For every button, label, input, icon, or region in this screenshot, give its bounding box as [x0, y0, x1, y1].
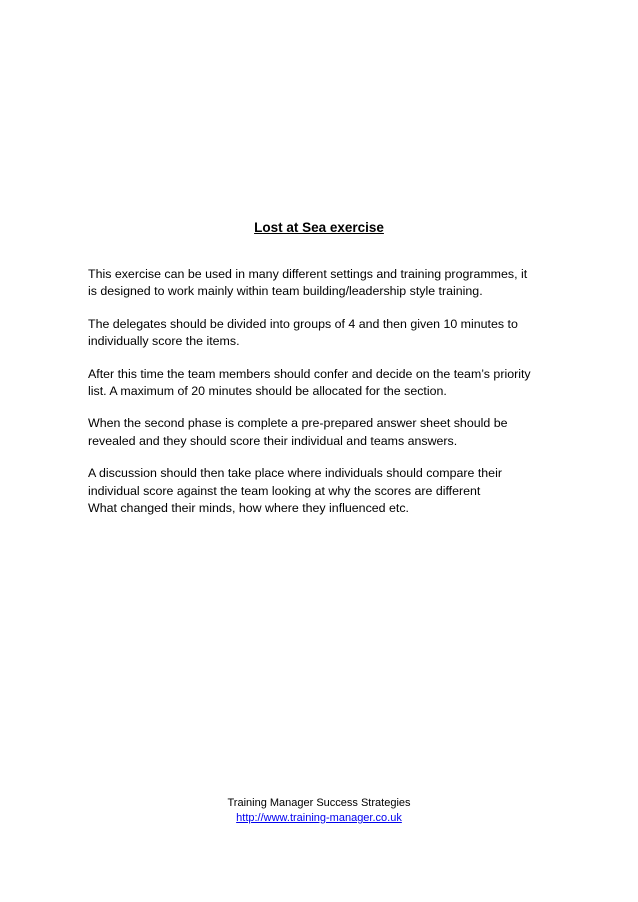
paragraph-line: A discussion should then take place where individuals should compare their: [88, 466, 502, 481]
paragraph-discussion: [88, 465, 558, 517]
page-footer: [0, 796, 638, 826]
paragraph-line: This exercise can be used in many different settings and training programmes, it: [88, 267, 528, 281]
paragraph-intro: [88, 266, 558, 301]
footer-organization: Training Manager Success Strategies: [227, 797, 411, 809]
paragraph-team-priority: [88, 366, 558, 401]
paragraph-line: The delegates should be divided into groups of 4 and then given 10 minutes to: [88, 316, 518, 331]
paragraph-line: What changed their minds, how where they influenced etc.: [88, 501, 409, 516]
footer-website-link[interactable]: http://www.training-manager.co.uk: [236, 812, 402, 824]
paragraph-line: list. A maximum of 20 minutes should be allocated for the section.: [88, 384, 447, 399]
paragraph-answer-sheet: [88, 415, 558, 450]
paragraph-line: After this time the team members should confer and decide on the team’s priority: [88, 366, 531, 381]
paragraph-line: When the second phase is complete a pre-prepared answer sheet should be: [88, 416, 508, 431]
paragraph-groups: [88, 316, 558, 351]
paragraph-line: individually score the items.: [88, 334, 240, 349]
document-title: Lost at Sea exercise: [254, 220, 384, 235]
paragraph-line: revealed and they should score their individual and teams answers.: [88, 433, 458, 448]
paragraph-line: is designed to work mainly within team building/leadership style training.: [88, 284, 483, 299]
paragraph-line: individual score against the team looking at why the scores are different: [88, 483, 481, 498]
document-body: [88, 266, 558, 532]
